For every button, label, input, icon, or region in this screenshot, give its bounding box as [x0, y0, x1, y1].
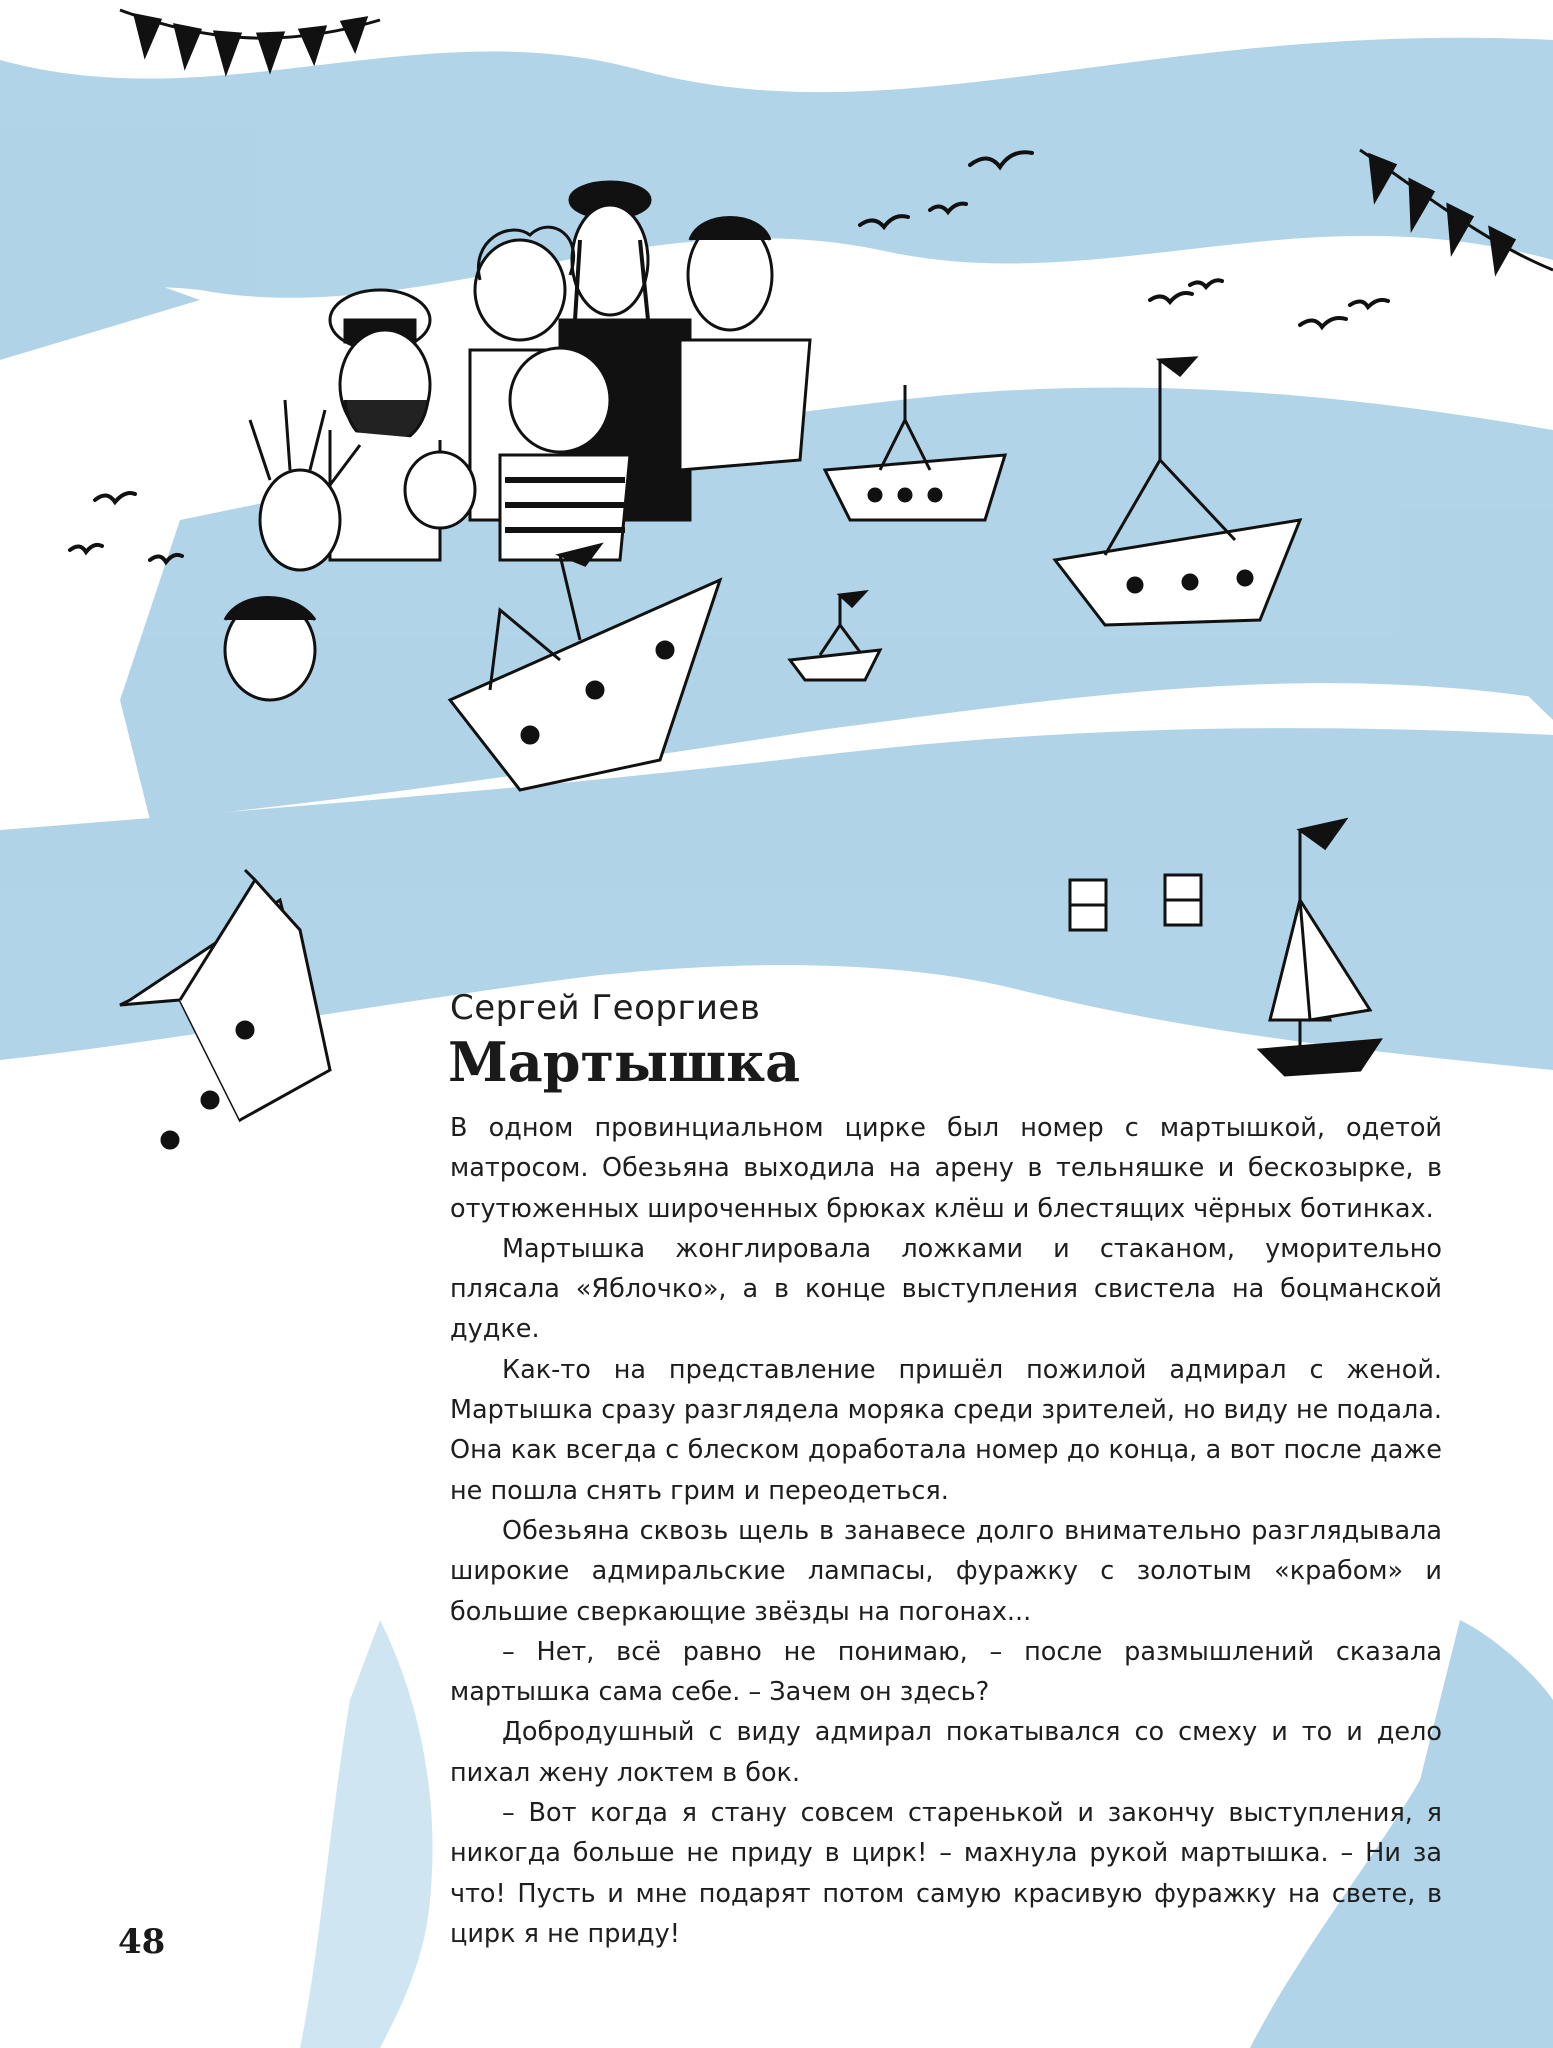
story-paragraph: В одном провинциальном цирке был номер с мартышкой, одетой матросом. Обезьяна выходила на арену в тельняшке и бескозырке, в отутюженных широченных брюках клёш и блестящих чёрных ботинках.	[450, 1113, 1442, 1224]
ribbon-bottom-left	[300, 1620, 433, 2048]
ribbon-top	[0, 38, 1553, 330]
story-paragraph: Обезьяна сквозь щель в занавесе долго внимательно разглядывала широкие адмиральские лампасы, фуражку с золотым «крабом» и большие сверкающие звёзды на погонах...	[450, 1515, 1442, 1627]
story-title: Мартышка	[448, 1030, 801, 1094]
story-paragraph: Как-то на представление пришёл пожилой адмирал с женой. Мартышка сразу разглядела моряка среди зрителей, но виду не подала. Она как всегда с блеском доработала номер до конца, а вот после даже не пошла снять грим и переодеться.	[450, 1354, 1442, 1506]
story-text	[450, 1108, 1442, 1954]
story-paragraph: – Нет, всё равно не понимаю, – после размышлений сказала мартышка сама себе. – Зачем он здесь?	[450, 1636, 1442, 1708]
story-paragraph: – Вот когда я стану совсем старенькой и закончу выступления, я никогда больше не приду в цирк! – махнула рукой мартышка. – Ни за что! Пусть и мне подарят потом самую красивую фуражку на свете, в цирк я не приду!	[450, 1798, 1442, 1949]
story-paragraph: Мартышка жонглировала ложками и стаканом, уморительно плясала «Яблочко», а в конце выступления свистела на боцманской дудке.	[450, 1233, 1442, 1345]
author-name: Сергей Георгиев	[450, 988, 761, 1028]
story-paragraph: Добродушный с виду адмирал покатывался со смеху и то и дело пихал жену локтем в бок.	[450, 1717, 1442, 1788]
page-number: 48	[118, 1922, 166, 1962]
